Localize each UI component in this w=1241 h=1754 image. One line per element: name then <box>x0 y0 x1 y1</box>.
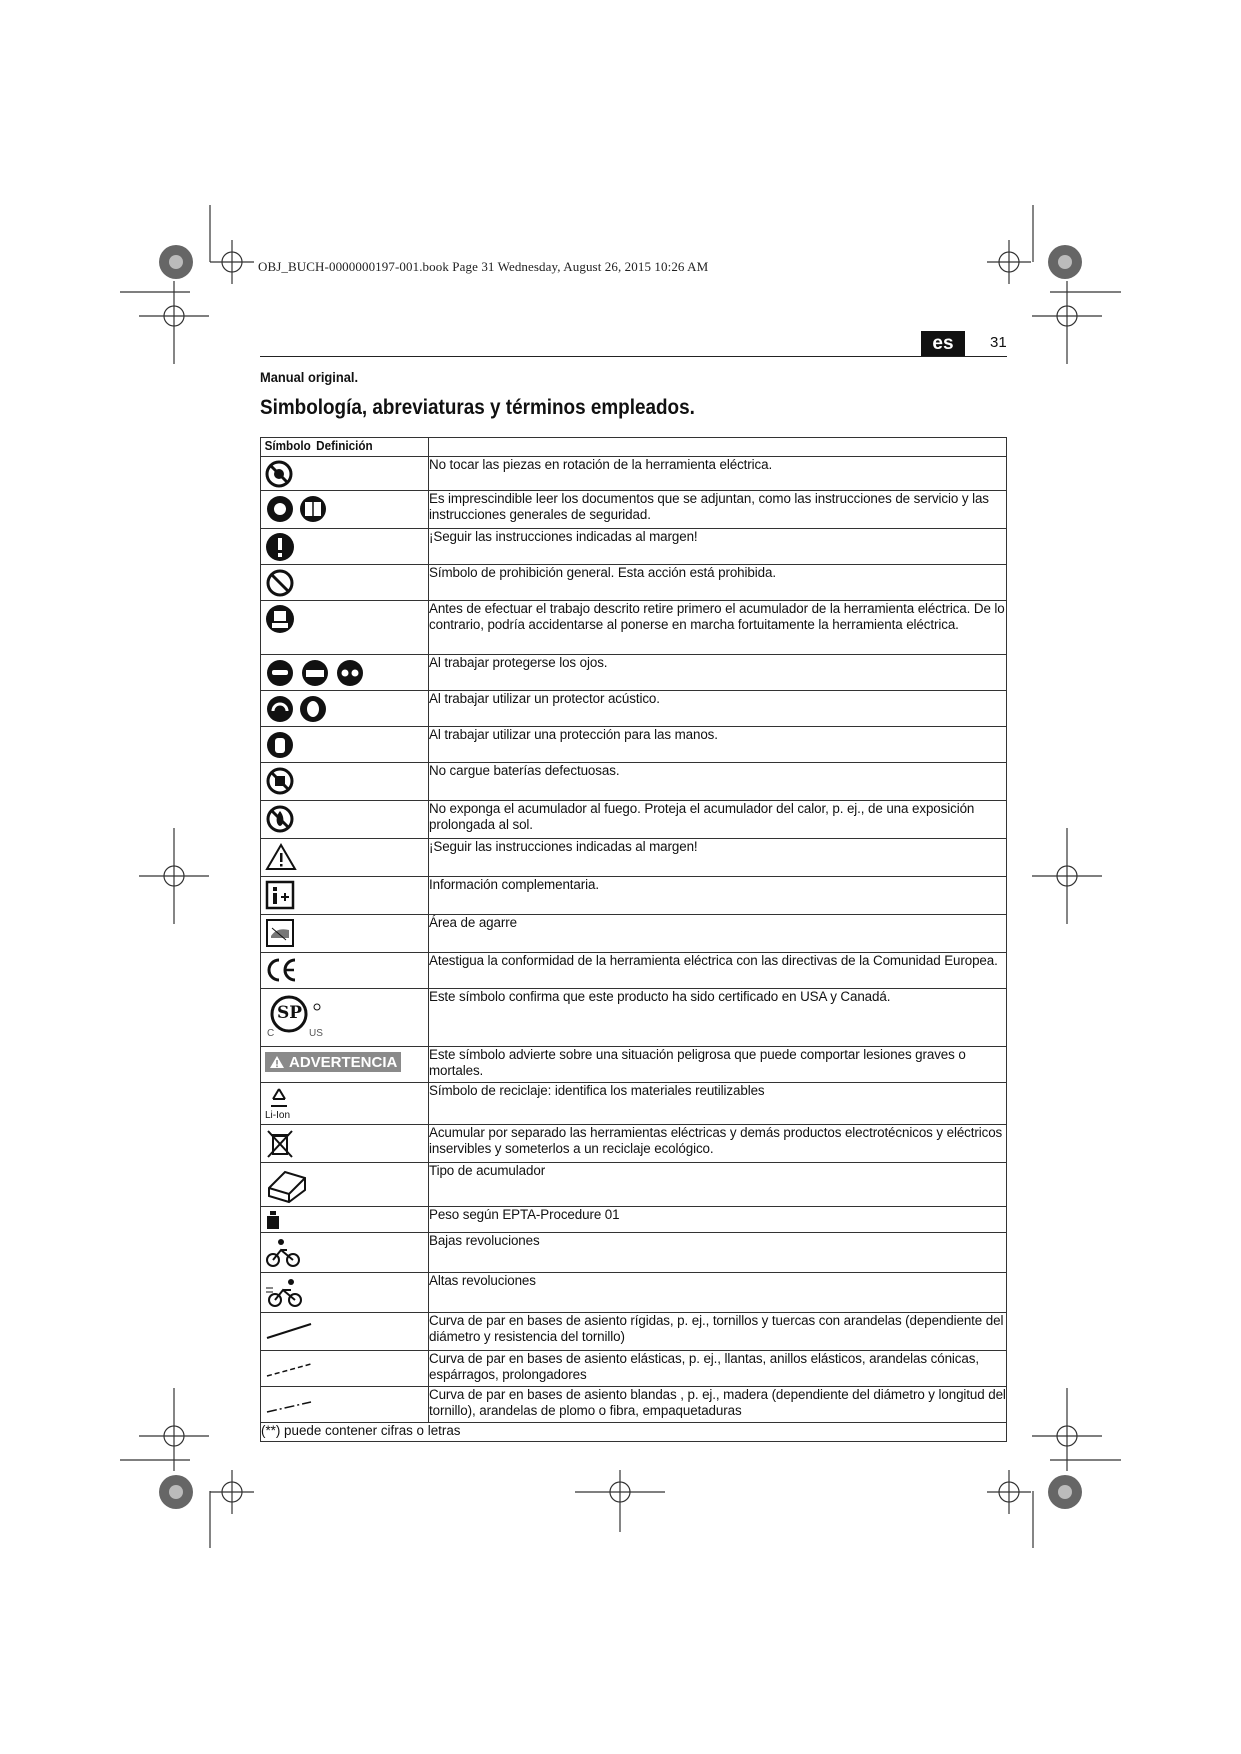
definition: Es imprescindible leer los documentos que se adjuntan, como las instrucciones de servicio y las instrucciones generales de seguridad. <box>429 491 1007 529</box>
table-row <box>261 655 1007 691</box>
table-row <box>261 763 1007 801</box>
table-row <box>261 691 1007 727</box>
definition: Bajas revoluciones <box>429 1233 1007 1273</box>
definition: No tocar las piezas en rotación de la herramienta eléctrica. <box>429 457 1007 491</box>
definition: Información complementaria. <box>429 877 1007 915</box>
csa-mark-c: C <box>267 1028 275 1039</box>
footnote: (**) puede contener cifras o letras <box>261 1423 1007 1442</box>
table-row <box>261 601 1007 655</box>
definition: Peso según EPTA-Procedure 01 <box>429 1207 1007 1233</box>
table-row <box>261 801 1007 839</box>
solid-curve-icon <box>265 1316 315 1344</box>
definition: ¡Seguir las instrucciones indicadas al margen! <box>429 529 1007 565</box>
ce-mark-icon <box>265 956 299 984</box>
definition: Acumular por separado las herramientas eléctricas y demás productos electrotécnicos y eléctricos inservibles y someterlos a un reciclaje ecológico. <box>429 1125 1007 1163</box>
definition: Al trabajar utilizar un protector acústico. <box>429 691 1007 727</box>
weee-bin-icon <box>265 1128 295 1160</box>
table-row <box>261 1313 1007 1351</box>
language-badge: es <box>921 331 965 356</box>
table-row <box>261 1125 1007 1163</box>
subtitle: Manual original. <box>260 369 359 385</box>
definition: Antes de efectuar el trabajo descrito retire primero el acumulador de la herramienta eléctrica. De lo contrario, podría accidentarse al ponerse en marcha fortuitamente la herramienta eléctrica. <box>429 601 1007 655</box>
table-row <box>261 1273 1007 1313</box>
exclamation-icon <box>265 532 295 562</box>
table-row <box>261 877 1007 915</box>
definition: Área de agarre <box>429 915 1007 953</box>
table-row <box>261 1207 1007 1233</box>
header-symbol: Símbolo <box>264 438 311 453</box>
hand-protection-icon <box>265 730 295 760</box>
li-ion-label: Li-Ion <box>265 1110 291 1121</box>
remove-battery-icon <box>265 604 295 634</box>
definition: Símbolo de prohibición general. Esta acción está prohibida. <box>429 565 1007 601</box>
low-speed-bicycle-icon <box>265 1236 301 1268</box>
definition: Este símbolo advierte sobre una situación peligrosa que puede comportar lesiones graves o mortales. <box>429 1047 1007 1083</box>
page-number: 31 <box>990 334 1007 351</box>
dashdot-curve-icon <box>265 1390 315 1418</box>
table-row <box>261 529 1007 565</box>
table-row <box>261 953 1007 989</box>
definition: ¡Seguir las instrucciones indicadas al margen! <box>429 839 1007 877</box>
table-row <box>261 1083 1007 1125</box>
table-row <box>261 1163 1007 1207</box>
ear-protection-icon <box>265 694 331 724</box>
definition: Curva de par en bases de asiento rígidas, p. ej., tornillos y tuercas con arandelas (dependiente del diámetro y resistencia del tornillo) <box>429 1313 1007 1351</box>
table-row <box>261 915 1007 953</box>
recycle-icon <box>265 1086 293 1110</box>
no-touch-rotating-icon <box>265 460 293 488</box>
no-charge-defective-icon <box>265 766 295 796</box>
definition: Símbolo de reciclaje: identifica los materiales reutilizables <box>429 1083 1007 1125</box>
warning-triangle-icon <box>269 1055 285 1069</box>
table-row <box>261 1233 1007 1273</box>
definition: Este símbolo confirma que este producto ha sido certificado en USA y Canadá. <box>429 989 1007 1047</box>
table-row <box>261 565 1007 601</box>
advertencia-badge <box>265 1052 401 1072</box>
table-row <box>261 839 1007 877</box>
table-row <box>261 1351 1007 1387</box>
definition: Atestigua la conformidad de la herramienta eléctrica con las directivas de la Comunidad Europea. <box>429 953 1007 989</box>
table-footnote-row <box>261 1423 1007 1442</box>
csa-mark-us: US <box>309 1028 323 1039</box>
symbols-table <box>260 437 1007 1442</box>
csa-mark-letters: SP <box>277 1003 303 1023</box>
table-row <box>261 1047 1007 1083</box>
table-row <box>261 491 1007 529</box>
weight-icon <box>265 1209 281 1231</box>
table-header-row <box>261 438 1007 457</box>
definition: Tipo de acumulador <box>429 1163 1007 1207</box>
header-definition: Definición <box>316 438 373 453</box>
header-rule <box>260 356 1007 357</box>
definition: Curva de par en bases de asiento elásticas, p. ej., llantas, anillos elásticos, arandelas cónicas, espárragos, prolongadores <box>429 1351 1007 1387</box>
dashed-curve-icon <box>265 1354 315 1382</box>
definition: Al trabajar utilizar una protección para las manos. <box>429 727 1007 763</box>
table-row <box>261 727 1007 763</box>
definition: Al trabajar protegerse los ojos. <box>429 655 1007 691</box>
table-row <box>261 989 1007 1047</box>
definition: No cargue baterías defectuosas. <box>429 763 1007 801</box>
no-fire-icon <box>265 804 295 834</box>
page-title: Simbología, abreviaturas y términos empleados. <box>260 396 695 419</box>
battery-type-icon <box>265 1166 309 1204</box>
print-header: OBJ_BUCH-0000000197-001.book Page 31 Wednesday, August 26, 2015 10:26 AM <box>258 259 709 274</box>
definition: No exponga el acumulador al fuego. Proteja el acumulador del calor, p. ej., de una exposición prolongada al sol. <box>429 801 1007 839</box>
definition: Curva de par en bases de asiento blandas , p. ej., madera (dependiente del diámetro y longitud del tornillo), arandelas de plomo o fibra, empaquetaduras <box>429 1387 1007 1423</box>
table-row <box>261 457 1007 491</box>
warning-triangle-icon <box>265 842 297 872</box>
grip-area-icon <box>265 918 295 948</box>
read-documents-icon <box>265 494 331 524</box>
definition: Altas revoluciones <box>429 1273 1007 1313</box>
advertencia-label: ADVERTENCIA <box>289 1053 398 1071</box>
eye-protection-icon <box>265 658 365 688</box>
info-icon <box>265 880 295 910</box>
high-speed-bicycle-icon <box>265 1276 305 1308</box>
table-row <box>261 1387 1007 1423</box>
prohibition-icon <box>265 568 295 598</box>
